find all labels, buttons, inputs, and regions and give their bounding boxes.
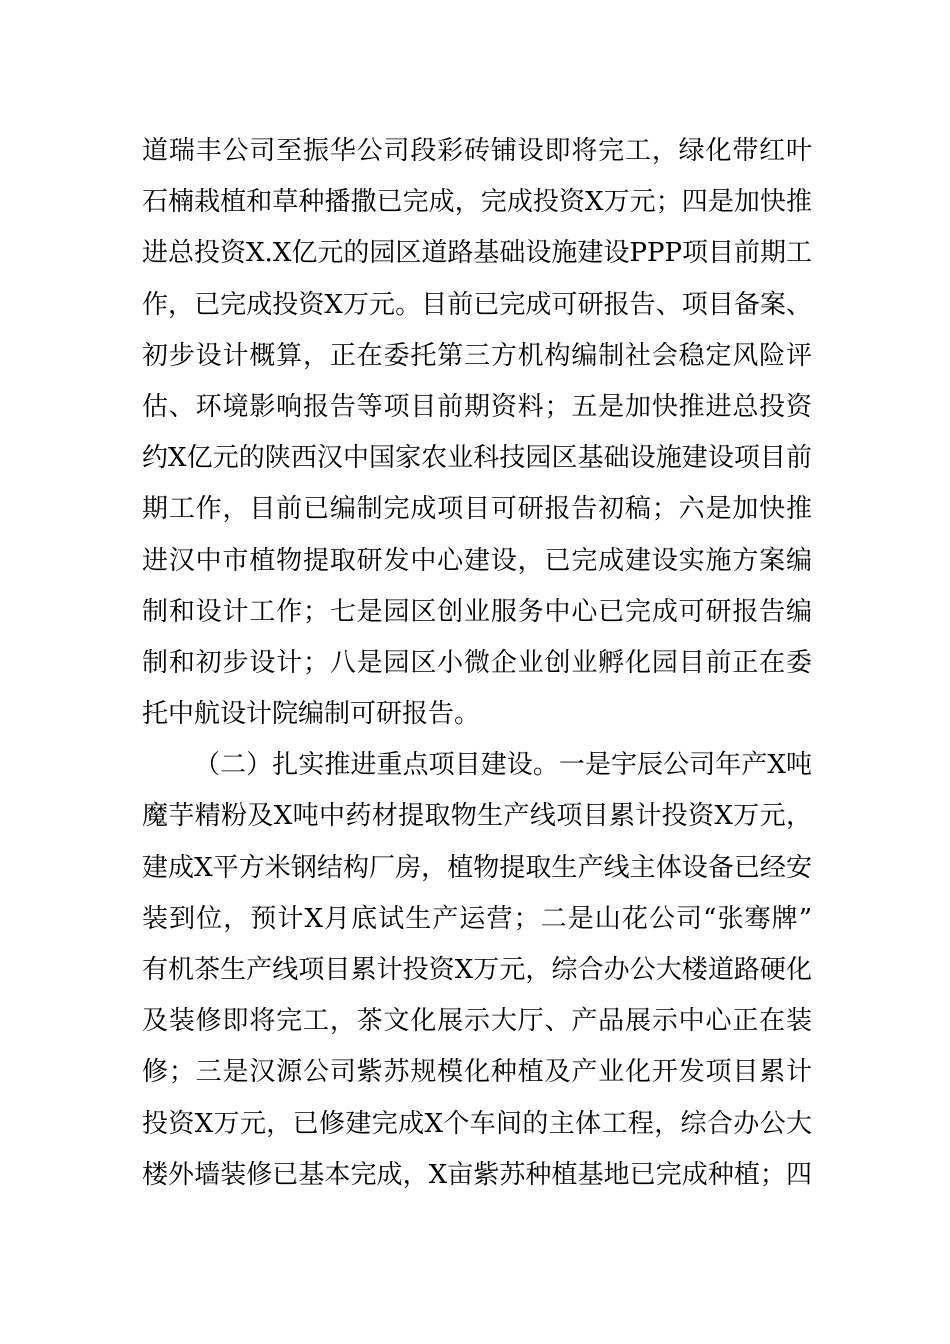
text-line: 约X亿元的陕西汉中国家农业科技园区基础设施建设项目前 <box>142 443 812 474</box>
text-line: 装到位，预计X月底试生产运营；二是山花公司“张骞牌” <box>142 903 812 934</box>
text-line: 期工作，目前已编制完成项目可研报告初稿；六是加快推 <box>142 494 812 525</box>
text-line: 道瑞丰公司至振华公司段彩砖铺设即将完工，绿化带红叶 <box>142 136 812 166</box>
text-line: 制和设计工作；七是园区创业服务中心已完成可研报告编 <box>142 596 812 627</box>
text-line: 估、环境影响报告等项目前期资料；五是加快推进总投资 <box>142 391 812 422</box>
section-heading-line: （二）扎实推进重点项目建设。一是宇辰公司年产X吨 <box>194 750 812 781</box>
text-line: 制和初步设计；八是园区小微企业创业孵化园目前正在委 <box>142 647 812 678</box>
text-line: 作，已完成投资X万元。目前已完成可研报告、项目备案、 <box>142 289 812 320</box>
text-line: 修；三是汉源公司紫苏规模化种植及产业化开发项目累计 <box>142 1057 812 1088</box>
text-line: 进汉中市植物提取研发中心建设，已完成建设实施方案编 <box>142 545 812 576</box>
text-line: 楼外墙装修已基本完成，X亩紫苏种植基地已完成种植；四 <box>142 1159 812 1190</box>
text-line: 石楠栽植和草种播撒已完成，完成投资X万元；四是加快推 <box>142 187 812 218</box>
text-line: 进总投资X.X亿元的园区道路基础设施建设PPP项目前期工 <box>142 238 812 269</box>
document-body <box>142 126 812 1201</box>
text-line: 投资X万元，已修建完成X个车间的主体工程，综合办公大 <box>142 1108 812 1139</box>
text-line: 建成X平方米钢结构厂房，植物提取生产线主体设备已经安 <box>142 852 812 883</box>
text-line: 及装修即将完工，茶文化展示大厅、产品展示中心正在装 <box>142 1006 812 1037</box>
text-line: 魔芋精粉及X吨中药材提取物生产线项目累计投资X万元， <box>142 801 812 832</box>
text-line: 初步设计概算，正在委托第三方机构编制社会稳定风险评 <box>142 340 812 371</box>
paragraph-end-line: 托中航设计院编制可研报告。 <box>142 699 481 730</box>
text-line: 有机茶生产线项目累计投资X万元，综合办公大楼道路硬化 <box>142 955 812 985</box>
